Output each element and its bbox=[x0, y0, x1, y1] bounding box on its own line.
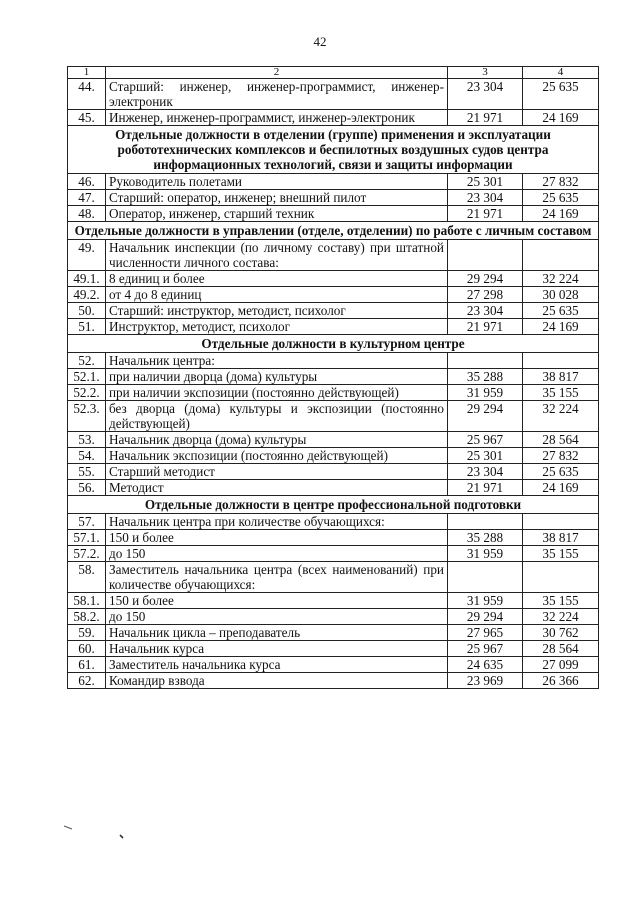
salary-value-col3 bbox=[448, 514, 523, 530]
position-name: Старший: инструктор, методист, психолог bbox=[106, 303, 448, 319]
position-name: Методист bbox=[106, 480, 448, 496]
position-name: Начальник центра при количестве обучающихся: bbox=[106, 514, 448, 530]
salary-value-col4: 24 169 bbox=[523, 480, 599, 496]
table-row bbox=[68, 641, 599, 657]
table-row bbox=[68, 401, 599, 432]
table-row bbox=[68, 464, 599, 480]
salary-value-col4: 35 155 bbox=[523, 593, 599, 609]
table-row bbox=[68, 432, 599, 448]
row-number: 49.2. bbox=[68, 287, 106, 303]
table-row bbox=[68, 240, 599, 271]
section-title: Отдельные должности в центре профессиональной подготовки bbox=[68, 496, 599, 514]
row-number: 52.2. bbox=[68, 385, 106, 401]
salary-value-col4: 25 635 bbox=[523, 79, 599, 110]
section-heading-row bbox=[68, 496, 599, 514]
table-row bbox=[68, 369, 599, 385]
salary-value-col3: 27 965 bbox=[448, 625, 523, 641]
salary-value-col4: 25 635 bbox=[523, 303, 599, 319]
row-number: 58. bbox=[68, 562, 106, 593]
salary-value-col3: 29 294 bbox=[448, 401, 523, 432]
salary-value-col3: 21 971 bbox=[448, 480, 523, 496]
row-number: 62. bbox=[68, 673, 106, 689]
row-number: 59. bbox=[68, 625, 106, 641]
row-number: 54. bbox=[68, 448, 106, 464]
section-title: Отдельные должности в культурном центре bbox=[68, 335, 599, 353]
salary-value-col4: 24 169 bbox=[523, 206, 599, 222]
salary-value-col4: 27 832 bbox=[523, 448, 599, 464]
salary-value-col3: 35 288 bbox=[448, 530, 523, 546]
row-number: 52.1. bbox=[68, 369, 106, 385]
salary-value-col3: 25 301 bbox=[448, 174, 523, 190]
salary-value-col3: 23 304 bbox=[448, 79, 523, 110]
salary-value-col3: 29 294 bbox=[448, 609, 523, 625]
row-number: 52.3. bbox=[68, 401, 106, 432]
row-number: 56. bbox=[68, 480, 106, 496]
salary-value-col3: 25 967 bbox=[448, 432, 523, 448]
row-number: 48. bbox=[68, 206, 106, 222]
position-name: Старший методист bbox=[106, 464, 448, 480]
position-name: при наличии экспозиции (постоянно действующей) bbox=[106, 385, 448, 401]
section-title: Отдельные должности в управлении (отделе, отделении) по работе с личным составом bbox=[68, 222, 599, 240]
table-row bbox=[68, 190, 599, 206]
position-name: до 150 bbox=[106, 546, 448, 562]
table-row bbox=[68, 206, 599, 222]
salary-value-col3: 23 304 bbox=[448, 464, 523, 480]
table-row bbox=[68, 480, 599, 496]
salary-value-col3 bbox=[448, 353, 523, 369]
table-row bbox=[68, 319, 599, 335]
column-header-1: 1 bbox=[68, 67, 106, 79]
row-number: 57.2. bbox=[68, 546, 106, 562]
table-row bbox=[68, 530, 599, 546]
salary-value-col3: 24 635 bbox=[448, 657, 523, 673]
salary-value-col4: 28 564 bbox=[523, 432, 599, 448]
salary-value-col3: 31 959 bbox=[448, 546, 523, 562]
position-name: Старший: оператор, инженер; внешний пилот bbox=[106, 190, 448, 206]
position-name: при наличии дворца (дома) культуры bbox=[106, 369, 448, 385]
salary-table bbox=[67, 66, 599, 689]
table-row bbox=[68, 174, 599, 190]
section-title: Отдельные должности в отделении (группе) применения и эксплуатации робототехнических комплексов и беспилотных воздушных судов центра информационных технологий, связи и защиты информации bbox=[68, 126, 599, 174]
table-row bbox=[68, 657, 599, 673]
salary-value-col4: 38 817 bbox=[523, 369, 599, 385]
section-heading-row bbox=[68, 335, 599, 353]
salary-value-col4: 32 224 bbox=[523, 401, 599, 432]
position-name: Командир взвода bbox=[106, 673, 448, 689]
position-name: Инженер, инженер-программист, инженер-электроник bbox=[106, 110, 448, 126]
row-number: 57. bbox=[68, 514, 106, 530]
position-name: без дворца (дома) культуры и экспозиции (постоянно действующей) bbox=[106, 401, 448, 432]
row-number: 47. bbox=[68, 190, 106, 206]
salary-value-col4: 26 366 bbox=[523, 673, 599, 689]
salary-value-col4: 32 224 bbox=[523, 271, 599, 287]
salary-value-col4: 27 099 bbox=[523, 657, 599, 673]
position-name: Инструктор, методист, психолог bbox=[106, 319, 448, 335]
column-header-4: 4 bbox=[523, 67, 599, 79]
salary-value-col4 bbox=[523, 240, 599, 271]
row-number: 51. bbox=[68, 319, 106, 335]
table-row bbox=[68, 287, 599, 303]
row-number: 58.2. bbox=[68, 609, 106, 625]
page-number: 42 bbox=[313, 34, 327, 49]
salary-value-col4: 38 817 bbox=[523, 530, 599, 546]
salary-value-col4 bbox=[523, 514, 599, 530]
salary-value-col3: 35 288 bbox=[448, 369, 523, 385]
salary-value-col4: 30 028 bbox=[523, 287, 599, 303]
table-row bbox=[68, 110, 599, 126]
position-name: от 4 до 8 единиц bbox=[106, 287, 448, 303]
table-row bbox=[68, 593, 599, 609]
salary-value-col3: 21 971 bbox=[448, 206, 523, 222]
salary-value-col3: 21 971 bbox=[448, 110, 523, 126]
salary-value-col4: 27 832 bbox=[523, 174, 599, 190]
stray-marks bbox=[62, 822, 132, 842]
position-name: Руководитель полетами bbox=[106, 174, 448, 190]
position-name: Начальник инспекции (по личному составу) при штатной численности личного состава: bbox=[106, 240, 448, 271]
salary-value-col3 bbox=[448, 240, 523, 271]
salary-value-col3: 31 959 bbox=[448, 385, 523, 401]
table-row bbox=[68, 673, 599, 689]
table-row bbox=[68, 448, 599, 464]
table-row bbox=[68, 562, 599, 593]
row-number: 50. bbox=[68, 303, 106, 319]
table-row bbox=[68, 625, 599, 641]
position-name: Начальник центра: bbox=[106, 353, 448, 369]
position-name: 150 и более bbox=[106, 593, 448, 609]
position-name: Начальник цикла – преподаватель bbox=[106, 625, 448, 641]
column-header-2: 2 bbox=[106, 67, 448, 79]
table-row bbox=[68, 303, 599, 319]
table-row bbox=[68, 271, 599, 287]
position-name: Оператор, инженер, старший техник bbox=[106, 206, 448, 222]
salary-value-col4: 32 224 bbox=[523, 609, 599, 625]
section-heading-row bbox=[68, 222, 599, 240]
row-number: 49.1. bbox=[68, 271, 106, 287]
position-name: Заместитель начальника курса bbox=[106, 657, 448, 673]
salary-value-col3: 25 301 bbox=[448, 448, 523, 464]
row-number: 46. bbox=[68, 174, 106, 190]
position-name: Начальник экспозиции (постоянно действующей) bbox=[106, 448, 448, 464]
salary-value-col4: 24 169 bbox=[523, 110, 599, 126]
salary-value-col4: 25 635 bbox=[523, 464, 599, 480]
salary-value-col3: 21 971 bbox=[448, 319, 523, 335]
position-name: Начальник дворца (дома) культуры bbox=[106, 432, 448, 448]
salary-value-col4 bbox=[523, 353, 599, 369]
position-name: Старший: инженер, инженер-программист, инженер-электроник bbox=[106, 79, 448, 110]
salary-value-col3: 27 298 bbox=[448, 287, 523, 303]
position-name: Заместитель начальника центра (всех наименований) при количестве обучающихся: bbox=[106, 562, 448, 593]
row-number: 60. bbox=[68, 641, 106, 657]
row-number: 61. bbox=[68, 657, 106, 673]
salary-value-col4: 35 155 bbox=[523, 385, 599, 401]
row-number: 45. bbox=[68, 110, 106, 126]
row-number: 55. bbox=[68, 464, 106, 480]
salary-value-col3: 23 969 bbox=[448, 673, 523, 689]
table-header-row bbox=[68, 67, 599, 79]
position-name: 150 и более bbox=[106, 530, 448, 546]
salary-value-col4 bbox=[523, 562, 599, 593]
row-number: 57.1. bbox=[68, 530, 106, 546]
salary-value-col4: 28 564 bbox=[523, 641, 599, 657]
salary-value-col3: 25 967 bbox=[448, 641, 523, 657]
salary-value-col4: 25 635 bbox=[523, 190, 599, 206]
table-row bbox=[68, 385, 599, 401]
row-number: 49. bbox=[68, 240, 106, 271]
column-header-3: 3 bbox=[448, 67, 523, 79]
position-name: до 150 bbox=[106, 609, 448, 625]
position-name: 8 единиц и более bbox=[106, 271, 448, 287]
salary-value-col3: 31 959 bbox=[448, 593, 523, 609]
row-number: 52. bbox=[68, 353, 106, 369]
salary-value-col3: 23 304 bbox=[448, 190, 523, 206]
row-number: 44. bbox=[68, 79, 106, 110]
salary-value-col4: 30 762 bbox=[523, 625, 599, 641]
salary-value-col3 bbox=[448, 562, 523, 593]
table-row bbox=[68, 514, 599, 530]
table-row bbox=[68, 353, 599, 369]
table-row bbox=[68, 79, 599, 110]
table-row bbox=[68, 546, 599, 562]
salary-value-col3: 23 304 bbox=[448, 303, 523, 319]
section-heading-row bbox=[68, 126, 599, 174]
salary-value-col3: 29 294 bbox=[448, 271, 523, 287]
salary-value-col4: 35 155 bbox=[523, 546, 599, 562]
salary-value-col4: 24 169 bbox=[523, 319, 599, 335]
table-row bbox=[68, 609, 599, 625]
row-number: 53. bbox=[68, 432, 106, 448]
position-name: Начальник курса bbox=[106, 641, 448, 657]
row-number: 58.1. bbox=[68, 593, 106, 609]
